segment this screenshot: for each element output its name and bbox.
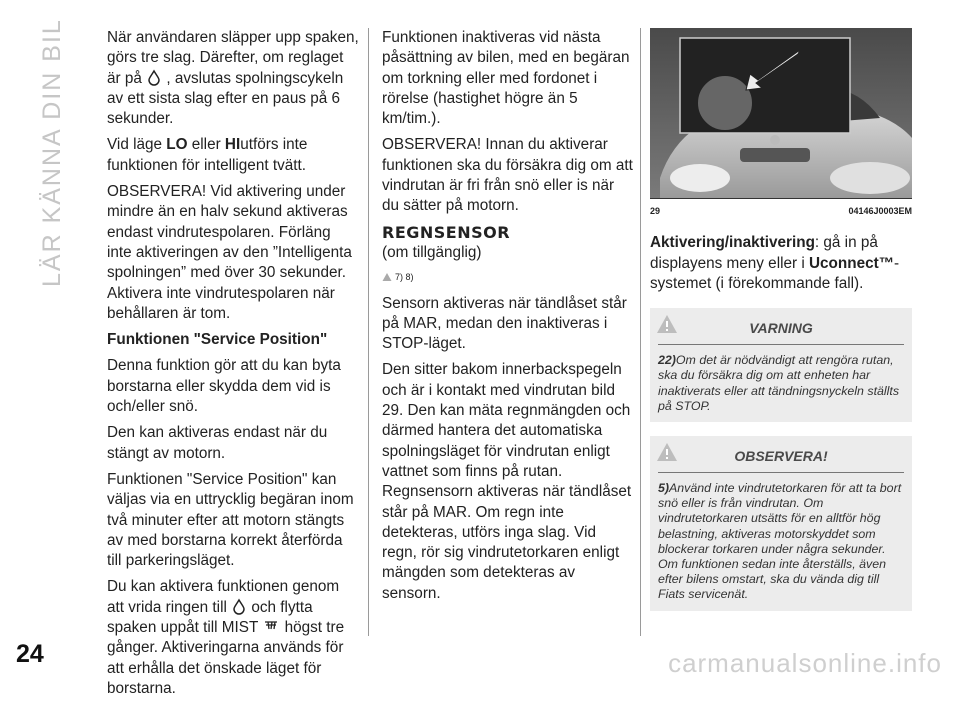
paragraph: OBSERVERA! Vid aktivering under mindre än en halv sekund aktiveras endast vindrutespolaren. Förläng inte aktiveringen av den ”Intelligenta spolningen” med över 30 sekunder. Aktivera inte vindrutespolaren när behållaren är tom. xyxy=(107,183,352,322)
note-text: Använd inte vindrutetorkaren för att ta bort snö eller is från vindrutan. Om vindrutetorkaren utsätts för en alltför hög belastning, aktiveras motorskyddet som blockerar torkaren under några sekunder. Om funktionen sedan inte återställs, även efter bilens omstart, ska du vända dig till Fiats servicenät. xyxy=(658,481,902,602)
paragraph: Funktionen "Service Position" kan väljas via en uttrycklig begäran inom två minuter efter att motorn stängts av med borstarna korrekt återförda till parkeringsläget. xyxy=(107,470,354,570)
paragraph: Denna funktion gör att du kan byta borstarna eller skydda dem vid is och/eller snö. xyxy=(107,357,341,416)
chapter-sidebar xyxy=(22,18,82,638)
reference-marks xyxy=(382,267,634,287)
figure-number: 29 xyxy=(650,206,661,216)
note-body xyxy=(658,472,904,603)
paragraph xyxy=(650,233,912,294)
lo-label: LO xyxy=(166,136,188,154)
section-subtitle: (om tillgänglig) xyxy=(382,243,482,261)
page-number: 24 xyxy=(16,640,44,668)
warning-body xyxy=(658,344,904,414)
refs-text: 7) 8) xyxy=(395,272,414,283)
paragraph xyxy=(107,28,359,129)
text: : gå in på displayens meny eller i xyxy=(650,234,878,272)
watermark: carmanualsonline.info xyxy=(668,648,942,678)
hi-label: HI xyxy=(224,136,241,154)
text: Vid läge xyxy=(107,136,167,154)
note-header xyxy=(650,436,912,466)
car-photo xyxy=(650,28,912,198)
subheading: Funktionen "Service Position" xyxy=(107,331,328,349)
column-2 xyxy=(382,28,634,610)
text: utförs inte funktionen för intelligent tvätt. xyxy=(107,136,308,174)
section-title: REGNSENSOR xyxy=(382,222,511,242)
column-1 xyxy=(107,28,359,705)
paragraph: Funktionen inaktiveras vid nästa påsättning av bilen, med en begäran om torkning eller med fordonet i rörelse (hastighet högre än 5 km/tim.). xyxy=(382,29,630,128)
warning-text: Om det är nödvändigt att rengöra rutan, ska du försäkra dig om att enheten har inaktiverats eller att tändningsnyckeln ställts på STOP. xyxy=(658,353,900,413)
paragraph: Den sitter bakom innerbackspegeln och är i kontakt med vindrutan bild 29. Den kan mäta regnmängden och därmed hantera det automatiska spolningsläget för vindrutan enligt vattnet som finns på rutan. Regnsensorn aktiveras när tändlåset står på MAR. Om regn inte detekteras, utförs inga slag. Vid regn, rör sig vindrutetorkaren enligt mängden som detekteras av sensorn. xyxy=(382,361,632,602)
note-number: 22) xyxy=(658,353,676,368)
brand-name: Uconnect™ xyxy=(809,254,894,272)
figure-caption xyxy=(650,198,912,221)
wash-drop-icon xyxy=(148,70,160,85)
paragraph: Den kan aktiveras endast när du stängt av motorn. xyxy=(107,424,328,462)
column-divider xyxy=(640,28,641,636)
paragraph xyxy=(107,135,359,176)
note-number: 5) xyxy=(658,481,670,495)
text: eller xyxy=(191,136,221,154)
wash-drop-icon xyxy=(233,599,245,614)
warning-title: VARNING xyxy=(749,320,813,337)
paragraph xyxy=(107,577,359,699)
warning-header xyxy=(650,308,912,338)
column-divider xyxy=(368,28,369,636)
column-3 xyxy=(650,28,912,611)
warning-box xyxy=(650,308,912,422)
text: -systemet (i förekommande fall). xyxy=(650,254,900,292)
text: Aktivering/inaktivering xyxy=(650,234,815,252)
mist-wiper-icon xyxy=(264,619,278,634)
warning-triangle-icon xyxy=(656,442,678,462)
paragraph: Sensorn aktiveras när tändlåset står på MAR, medan den inaktiveras i STOP-läget. xyxy=(382,294,627,353)
figure-code: 04146J0003EM xyxy=(848,206,912,216)
note-box xyxy=(650,436,912,611)
warning-triangle-icon xyxy=(382,272,392,282)
paragraph: OBSERVERA! Innan du aktiverar funktionen ska du försäkra dig om att vindrutan är fri från snö eller is när du sätter på motorn. xyxy=(382,136,633,215)
text: , avslutas spolningscykeln av ett sista slag efter en paus på 6 sekunder. xyxy=(107,69,344,128)
text: och flytta spaken uppåt till MIST xyxy=(107,598,313,637)
text: När användaren släpper upp spaken, görs tre slag. Därefter, om reglaget är på xyxy=(107,29,359,87)
text: högst tre gånger. Aktiveringarna används för att erhålla det önskade läget för borstarna. xyxy=(107,619,345,697)
car-illustration xyxy=(650,28,912,198)
chapter-title: LÄR KÄNNA DIN BIL xyxy=(37,18,66,287)
warning-triangle-icon xyxy=(656,314,678,334)
note-title: OBSERVERA! xyxy=(734,448,828,464)
text: Du kan aktivera funktionen genom att vrida ringen till xyxy=(107,578,340,616)
